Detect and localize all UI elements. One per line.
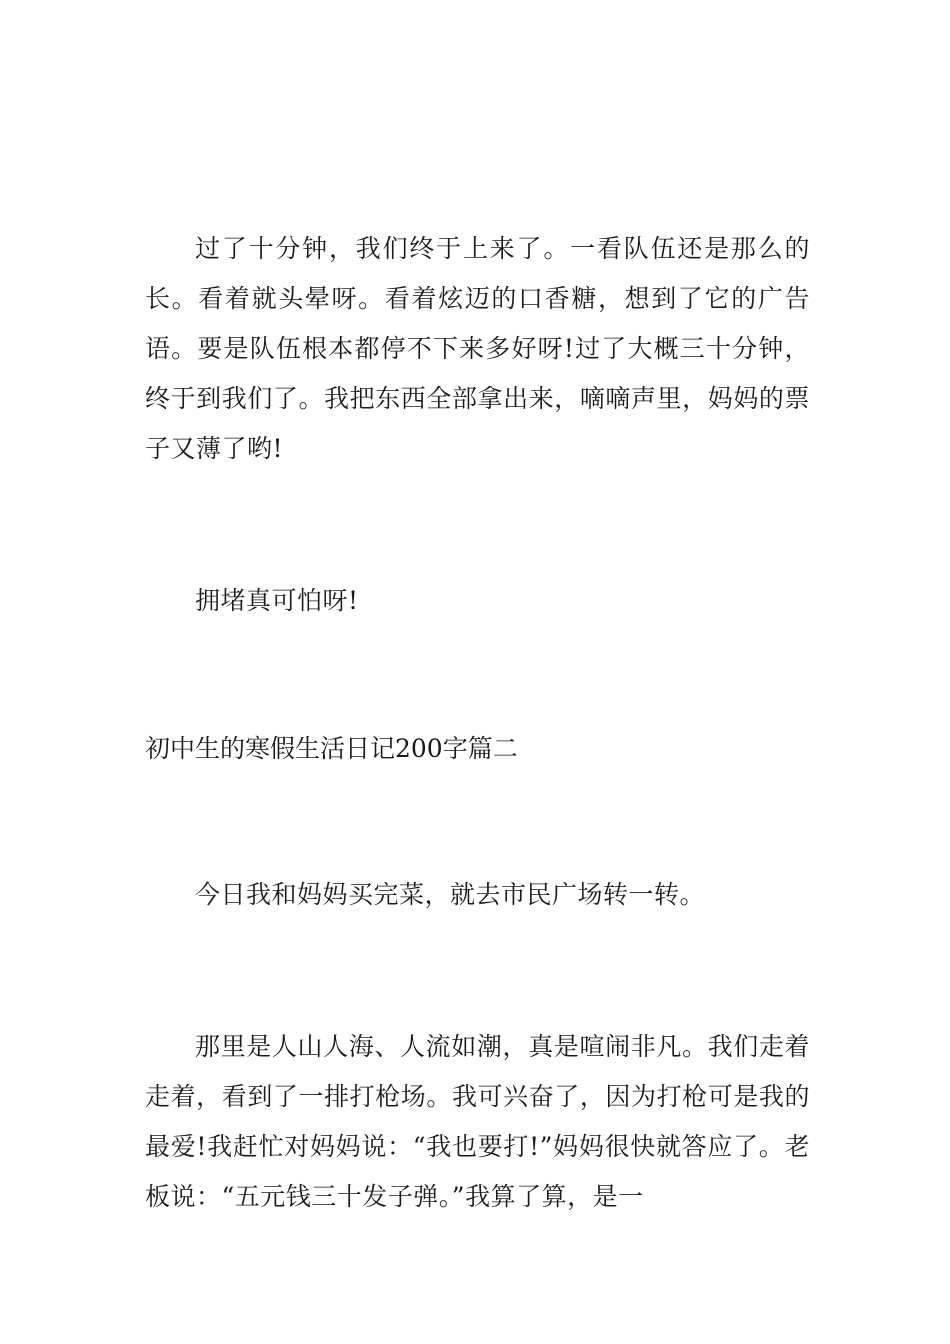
paragraph-shopping: 今日我和妈妈买完菜，就去市民广场转一转。 <box>195 880 706 909</box>
paragraph-queue: 过了十分钟，我们终于上来了。一看队伍还是那么的长。看着就头晕呀。看着炫迈的口香糖，想到了它的广告语。要是队伍根本都停不下来多好呀!过了大概三十分钟，终于到我们了。我把东西全部拿出来，嘀嘀声里，妈妈的票子又薄了哟! <box>145 234 810 463</box>
paragraph-congestion: 拥堵真可怕呀! <box>195 586 359 615</box>
paragraph-square: 那里是人山人海、人流如潮，真是喧闹非凡。我们走着走着，看到了一排打枪场。我可兴奋了，因为打枪可是我的最爱!我赶忙对妈妈说：“我也要打!”妈妈很快就答应了。老板说：“五元钱三十发子弹。”我算了算，是一 <box>145 1032 810 1211</box>
section-heading: 初中生的寒假生活日记200字篇二 <box>145 734 518 763</box>
